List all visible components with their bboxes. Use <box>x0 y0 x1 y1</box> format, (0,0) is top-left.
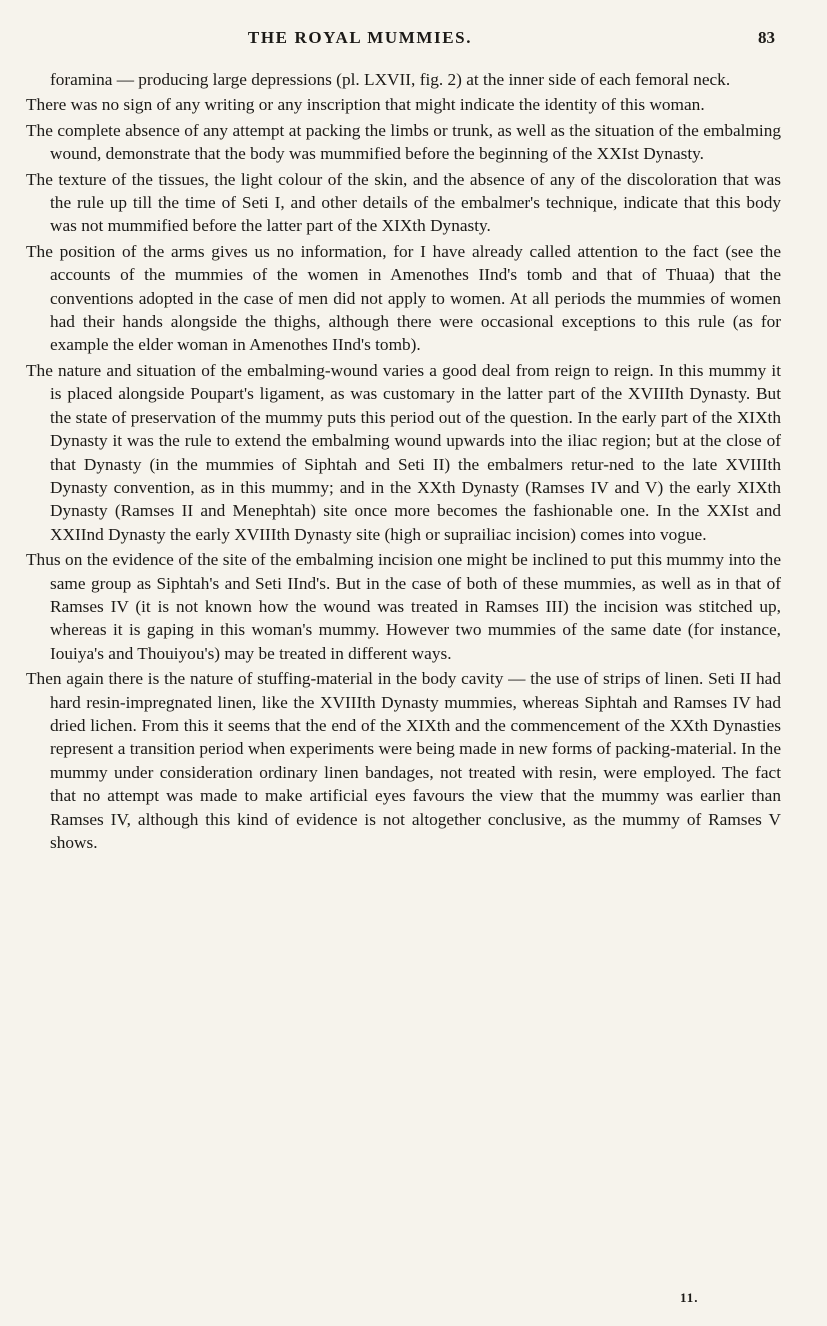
paragraph: The nature and situation of the embalming-wound varies a good deal from reign to reign. In this mummy it is placed alongside Poupart's ligament, as was customary in the latter part of the XVIIIth Dynasty. But the state of preservation of the mummy puts this period out of the question. In the early part of the XIXth Dynasty it was the rule to extend the embalming wound upwards into the iliac region; but at the close of that Dynasty (in the mummies of Siphtah and Seti II) the embalmers retur-ned to the late XVIIIth Dynasty convention, as in this mummy; and in the XXth Dynasty (Ramses IV and V) the early XIXth Dynasty (Ramses II and Menephtah) site once more becomes the fashionable one. In the XXIst and XXIInd Dynasty the early XVIIIth Dynasty site (high or suprailiac incision) comes into vogue. <box>26 360 781 544</box>
body-text <box>26 68 781 856</box>
paragraph: The position of the arms gives us no information, for I have already called attention to the fact (see the accounts of the mummies of the women in Amenothes IInd's tomb and that of Thuaa) that the conventions adopted in the case of men did not apply to women. At all periods the mummies of women had their hands alongside the thighs, although there were occasional exceptions to this rule (as for example the elder woman in Amenothes IInd's tomb). <box>26 241 781 355</box>
paragraph: foramina — producing large depressions (pl. LXVII, fig. 2) at the inner side of each femoral neck. <box>50 70 731 89</box>
paragraph: There was no sign of any writing or any inscription that might indicate the identity of this woman. <box>26 95 705 115</box>
running-head <box>0 28 827 52</box>
paragraph: The complete absence of any attempt at packing the limbs or trunk, as well as the situation of the embalming wound, demonstrate that the body was mummified before the beginning of the XXIst Dynasty. <box>26 120 781 164</box>
running-title: THE ROYAL MUMMIES. <box>247 28 473 47</box>
paragraph: The texture of the tissues, the light colour of the skin, and the absence of any of the discoloration that was the rule up till the time of Seti I, and other details of the embalmer's technique, indicate that this body was not mummified before the latter part of the XIXth Dynasty. <box>26 169 781 236</box>
paragraph: Thus on the evidence of the site of the embalming incision one might be inclined to put this mummy into the same group as Siphtah's and Seti IInd's. But in the case of both of these mummies, as well as in that of Ramses IV (it is not known how the wound was treated in Ramses III) the incision was stitched up, whereas it is gaping in this woman's mummy. However two mummies of the same date (for instance, Iouiya's and Thouiyou's) may be treated in different ways. <box>26 550 781 663</box>
paragraph: Then again there is the nature of stuffing-material in the body cavity — the use of strips of linen. Seti II had hard resin-impregnated linen, like the XVIIIth Dynasty mummies, whereas Siphtah and Ramses IV had dried lichen. From this it seems that the end of the XIXth and the commencement of the XXth Dynasties represent a transition period when experiments were being made in new forms of packing-material. In the mummy under consideration ordinary linen bandages, not treated with resin, were employed. The fact that no attempt was made to make artificial eyes favours the view that the mummy was earlier than Ramses IV, although this kind of evidence is not altogether conclusive, as the mummy of Ramses V shows. <box>26 669 781 852</box>
signature-mark: 11. <box>680 1290 699 1305</box>
page-number: 83 <box>758 28 775 47</box>
